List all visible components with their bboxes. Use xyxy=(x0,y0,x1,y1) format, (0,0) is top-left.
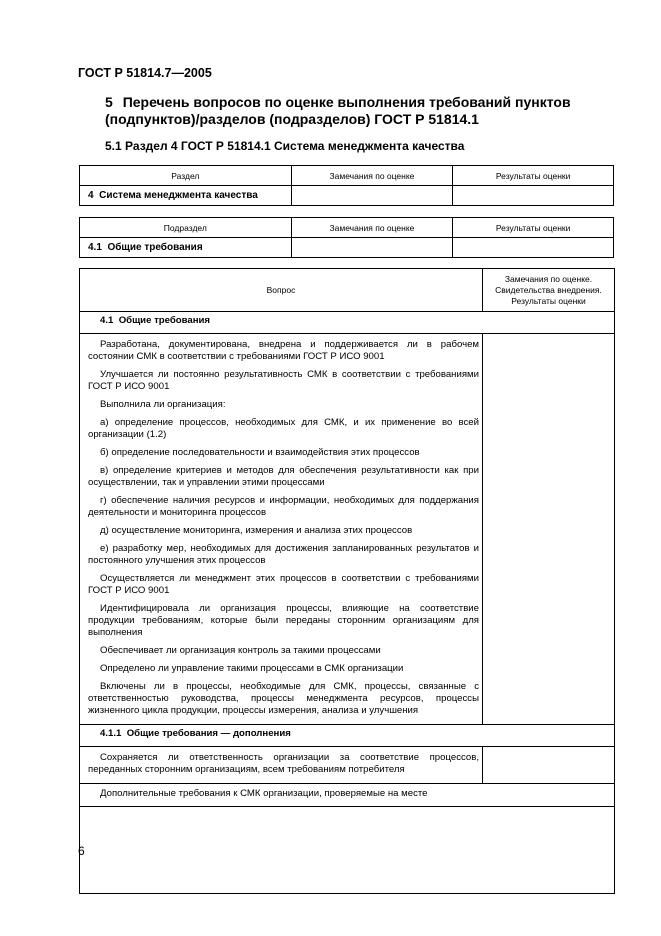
blank-entry-area[interactable] xyxy=(80,807,615,894)
section-number: 5 xyxy=(105,94,113,110)
col-header-results: Результаты оценки xyxy=(453,218,614,238)
group-heading xyxy=(80,725,615,747)
question-item: Сохраняется ли ответственность организации за соответствие процессов, переданных сторонним организациям, всем требованиям потребителя xyxy=(88,752,479,775)
questions-cell xyxy=(80,747,483,784)
subsection-row-cell xyxy=(80,238,292,258)
group-number: 4.1 xyxy=(100,315,114,326)
col-header-subsection: Подраздел xyxy=(80,218,292,238)
subsection-number: 5.1 xyxy=(105,139,122,153)
question-item: Обеспечивает ли организация контроль за такими процессами xyxy=(100,645,381,656)
subsection-remarks-cell[interactable] xyxy=(291,238,453,258)
question-item: д) осуществление мониторинга, измерения и анализа этих процессов xyxy=(100,525,413,536)
group-title: Общие требования — дополнения xyxy=(126,728,291,739)
subsection-table xyxy=(79,217,614,258)
question-item: Определено ли управление такими процессами в СМК организации xyxy=(100,663,404,674)
questions-table xyxy=(79,268,615,894)
question-item: Осуществляется ли менеджмент этих процессов в соответствии с требованиями ГОСТ Р ИСО 9001 xyxy=(88,573,479,596)
question-item: б) определение последовательности и взаимодействия этих процессов xyxy=(100,447,420,458)
section-row-number: 4 xyxy=(88,190,94,201)
col-header-section: Раздел xyxy=(80,166,292,186)
evidence-cell[interactable] xyxy=(483,334,615,725)
group-number: 4.1.1 xyxy=(100,728,122,739)
question-item: е) разработку мер, необходимых для достижения запланированных результатов и постоянного улучшения этих процессов xyxy=(88,543,479,566)
group-title: Общие требования xyxy=(118,315,211,326)
standard-header: ГОСТ Р 51814.7—2005 xyxy=(78,66,212,80)
section-title-text: Перечень вопросов по оценке выполнения требований пунктов (подпунктов)/разделов (подразделов) ГОСТ Р 51814.1 xyxy=(105,94,571,127)
section-title xyxy=(105,94,575,128)
question-item: Разработана, документирована, внедрена и поддерживается ли в рабочем состоянии СМК в соответствии с требованиями ГОСТ Р ИСО 9001 xyxy=(88,339,479,362)
question-item: в) определение критериев и методов для обеспечения результативности как при осуществлении, так и управлении этими процессами xyxy=(88,465,479,488)
section-row-cell xyxy=(80,186,292,206)
subsection-results-cell[interactable] xyxy=(453,238,614,258)
col-header-evidence: Замечания по оценке. Свидетельства внедрения. Результаты оценки xyxy=(483,269,615,312)
question-item: Идентифицировала ли организация процессы, влияющие на соответствие продукции требованиям, которые были переданы сторонним организациям для выполнения xyxy=(88,603,479,638)
subsection-title xyxy=(105,139,464,153)
col-header-question: Вопрос xyxy=(80,269,483,312)
section-results-cell[interactable] xyxy=(453,186,614,206)
page-number: 6 xyxy=(78,844,85,858)
questions-cell xyxy=(80,334,483,725)
group-heading xyxy=(80,312,615,334)
section-table xyxy=(79,165,614,206)
subsection-row-number: 4.1 xyxy=(88,242,102,253)
question-item: Включены ли в процессы, необходимые для СМК, процессы, связанные с ответственностью руководства, процессы менеджмента ресурсов, процессы жизненного цикла продукции, процессы измерения, анализа и улучшения xyxy=(88,681,479,716)
col-header-results: Результаты оценки xyxy=(453,166,614,186)
col-header-remarks: Замечания по оценке xyxy=(291,166,453,186)
evidence-cell[interactable] xyxy=(483,747,615,784)
subsection-title-text: Раздел 4 ГОСТ Р 51814.1 Система менеджмента качества xyxy=(125,139,465,153)
subsection-row-title: Общие требования xyxy=(107,242,203,253)
section-row-title: Система менеджмента качества xyxy=(99,190,258,201)
col-header-remarks: Замечания по оценке xyxy=(291,218,453,238)
question-item: Выполнила ли организация: xyxy=(100,399,226,410)
question-item: г) обеспечение наличия ресурсов и информации, необходимых для поддержания деятельности и мониторинга процессов xyxy=(88,495,479,518)
question-item: а) определение процессов, необходимых для СМК, и их применение во всей организации (1.2) xyxy=(88,417,479,440)
additional-requirements: Дополнительные требования к СМК организации, проверяемые на месте xyxy=(80,784,615,807)
question-item: Улучшается ли постоянно результативность СМК в соответствии с требованиями ГОСТ Р ИСО 9001 xyxy=(88,369,479,392)
section-remarks-cell[interactable] xyxy=(291,186,453,206)
